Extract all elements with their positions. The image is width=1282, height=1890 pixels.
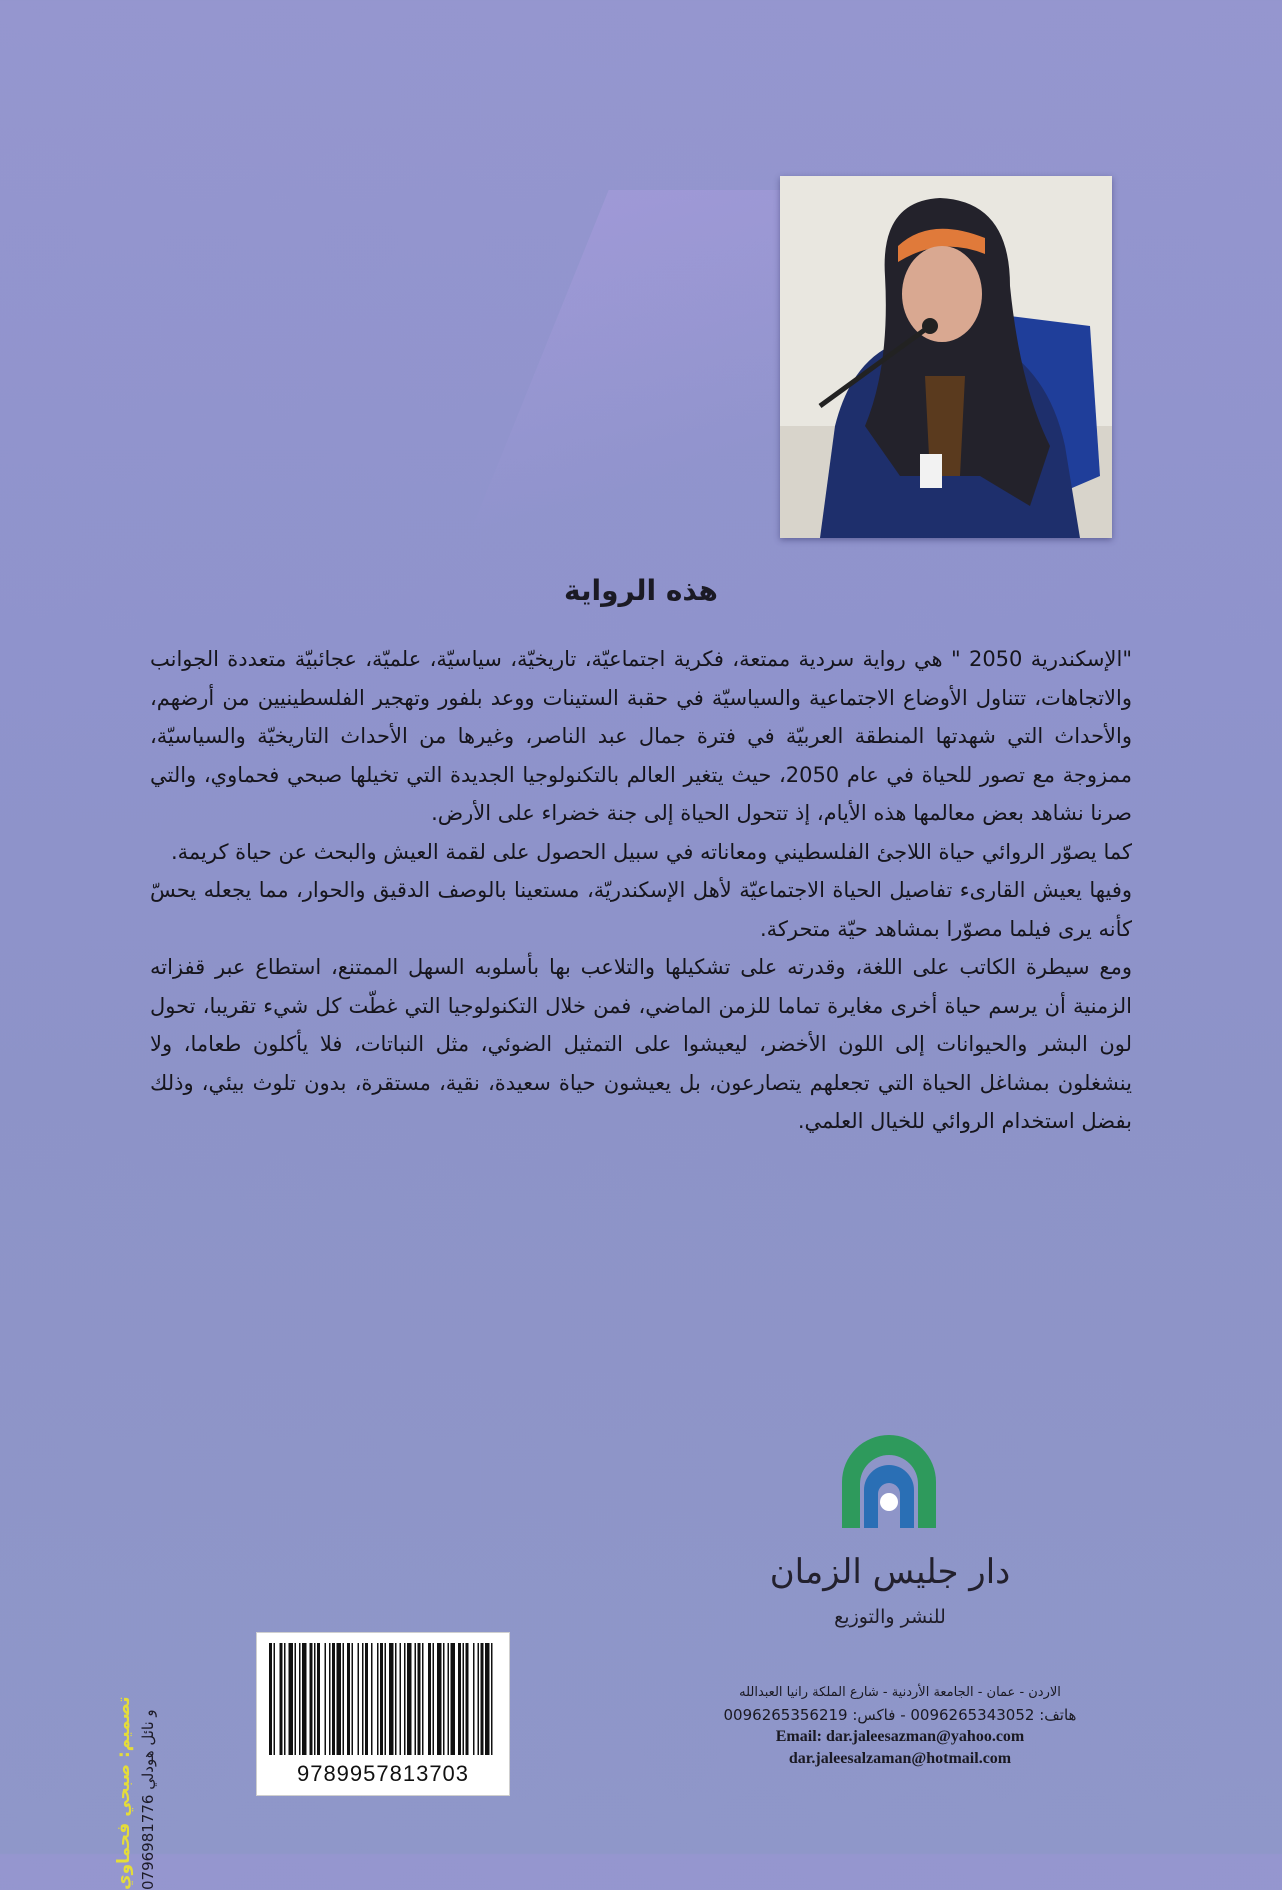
barcode-bar bbox=[451, 1643, 456, 1755]
barcode-bar bbox=[485, 1643, 490, 1755]
barcode-bar bbox=[404, 1643, 406, 1755]
description-paragraph-4: ومع سيطرة الكاتب على اللغة، وقدرته على تشكيلها والتلاعب بها بأسلوبه السهل الممتنع، استطاع عبر قفزاته الزمنية أن يرسم حياة أخرى مغايرة تماما للزمن الماضي، فمن خلال التكنولوجيا التي غطّت كل شيء تقريبا، تحول لون البشر والحيوانات إلى اللون الأخضر، ليعيشوا على التمثيل الضوئي، مثل النباتات، فلا يأكلون طعاما، ولا ينشغلون بمشاغل الحياة التي تجعلهم يتصارعون، بل يعيشون حياة سعيدة، نقية، مستقرة، بدون تلوث بيئي، وذلك بفضل استخدام الروائي للخيال العلمي. bbox=[150, 955, 1132, 1133]
isbn-barcode bbox=[256, 1632, 510, 1796]
design-credit-line-2: و نائل هودلي 0796981776 bbox=[139, 1709, 157, 1890]
barcode-bar bbox=[299, 1643, 301, 1755]
barcode-bar bbox=[422, 1643, 424, 1755]
barcode-bar bbox=[329, 1643, 331, 1755]
barcode-bar bbox=[389, 1643, 394, 1755]
barcode-bar bbox=[395, 1643, 397, 1755]
barcode-bar bbox=[269, 1643, 272, 1755]
publisher-contact bbox=[660, 1682, 1140, 1770]
barcode-bar bbox=[433, 1643, 435, 1755]
publisher-subtitle: للنشر والتوزيع bbox=[834, 1606, 946, 1628]
barcode-bar bbox=[478, 1643, 480, 1755]
publisher-name: دار جليس الزمان bbox=[769, 1552, 1011, 1592]
barcode-bar bbox=[352, 1643, 354, 1755]
barcode-bar bbox=[284, 1643, 286, 1755]
barcode-bar bbox=[385, 1643, 387, 1755]
barcode-bar bbox=[289, 1643, 294, 1755]
barcode-bar bbox=[343, 1643, 345, 1755]
barcode-bar bbox=[448, 1643, 450, 1755]
barcode-bar bbox=[314, 1643, 316, 1755]
barcode-bar bbox=[415, 1643, 417, 1755]
barcode-bars bbox=[267, 1643, 499, 1755]
publisher-email-secondary: dar.jaleesalzaman@hotmail.com bbox=[788, 1750, 1012, 1767]
design-credit bbox=[112, 1450, 160, 1890]
barcode-bar bbox=[362, 1643, 364, 1755]
barcode-bar bbox=[310, 1643, 313, 1755]
publisher-address: الاردن - عمان - الجامعة الأردنية - شارع الملكة رانيا العبدالله bbox=[739, 1685, 1061, 1700]
barcode-bar bbox=[302, 1643, 307, 1755]
barcode-bar bbox=[400, 1643, 402, 1755]
author-photo bbox=[780, 176, 1112, 538]
barcode-bar bbox=[332, 1643, 335, 1755]
barcode-bar bbox=[428, 1643, 431, 1755]
barcode-bar bbox=[337, 1643, 342, 1755]
barcode-bar bbox=[418, 1643, 421, 1755]
barcode-bar bbox=[325, 1643, 327, 1755]
publisher-logo-icon bbox=[834, 1424, 944, 1534]
description-paragraph-1: "الإسكندرية 2050 " هي رواية سردية ممتعة، فكرية اجتماعيّة، تاريخيّة، سياسيّة، علميّة، عجائبيّة متعددة الجوانب والاتجاهات، تتناول الأوضاع الاجتماعية والسياسيّة في حقبة الستينات ووعد بلفور وتهجير الفلسطينيين من أرضهم، والأحداث التي شهدتها المنطقة العربيّة في فترة جمال عبد الناصر، وغيرها من الأحداث التاريخيّة والسياسيّة، ممزوجة مع تصور للحياة في عام 2050، حيث يتغير العالم بالتكنولوجيا الجديدة التي تخيلها صبحي فحماوي، والتي صرنا نشاهد بعض معالمها هذه الأيام، إذ تتحول الحياة إلى جنة خضراء على الأرض. bbox=[150, 647, 1133, 825]
barcode-bar bbox=[274, 1643, 276, 1755]
barcode-bar bbox=[377, 1643, 379, 1755]
book-description bbox=[150, 640, 1132, 1141]
barcode-bar bbox=[347, 1643, 350, 1755]
isbn-number: 9789957813703 bbox=[296, 1761, 470, 1786]
barcode-bar bbox=[365, 1643, 368, 1755]
publisher-email: Email: dar.jaleesazman@yahoo.com bbox=[775, 1728, 1025, 1745]
barcode-bar bbox=[458, 1643, 461, 1755]
barcode-bar bbox=[443, 1643, 445, 1755]
description-paragraph-3: وفيها يعيش القارىء تفاصيل الحياة الاجتماعيّة لأهل الإسكندريّة، مستعينا بالوصف الدقيق والحوار، مما يجعله يحسّ كأنه يرى فيلما مصوّرا بمشاهد حيّة متحركة. bbox=[150, 878, 1132, 941]
barcode-bar bbox=[437, 1643, 442, 1755]
author-photo-illustration bbox=[780, 176, 1112, 538]
barcode-bar bbox=[371, 1643, 373, 1755]
barcode-bar bbox=[358, 1643, 360, 1755]
barcode-bar bbox=[481, 1643, 484, 1755]
section-heading: هذه الرواية bbox=[564, 574, 718, 607]
barcode-bar bbox=[463, 1643, 465, 1755]
barcode-bar bbox=[407, 1643, 412, 1755]
barcode-bar bbox=[380, 1643, 383, 1755]
publisher-phone: هاتف: 0096265343052 - فاكس: 0096265356219 bbox=[723, 1706, 1077, 1724]
description-paragraph-2: كما يصوّر الروائي حياة اللاجئ الفلسطيني ومعاناته في سبيل الحصول على لقمة العيش والبحث عن حياة كريمة. bbox=[170, 839, 1132, 864]
barcode-bar bbox=[317, 1643, 320, 1755]
barcode-bar bbox=[473, 1643, 475, 1755]
design-credit-line-1: تصميم: صبحي فحماوي bbox=[114, 1696, 134, 1890]
barcode-bar bbox=[466, 1643, 469, 1755]
barcode-bar bbox=[491, 1643, 493, 1755]
barcode-bar bbox=[280, 1643, 283, 1755]
barcode-bar bbox=[295, 1643, 297, 1755]
